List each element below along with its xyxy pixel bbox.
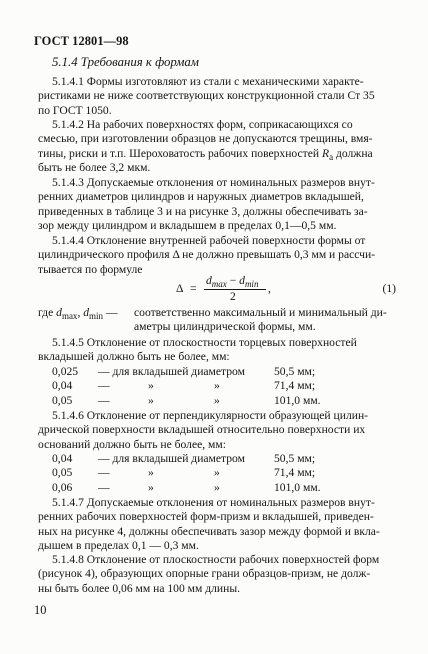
legend-sub-min: min bbox=[89, 311, 104, 321]
text-line: 5.1.4.7 Допускаемые отклонения от номинальных размеров внут- bbox=[52, 496, 375, 509]
table-cell-dash: — bbox=[98, 480, 110, 494]
formula-d: d bbox=[206, 274, 212, 287]
legend-d: d bbox=[56, 306, 62, 319]
table-cell-ditto: » bbox=[148, 466, 154, 480]
text-line: ристиками не ниже соответствующих конструкционной стали Ст 35 bbox=[38, 89, 375, 103]
table-cell-value: 0,04 bbox=[52, 452, 73, 465]
text-line: ренних рабочих поверхностей форм-призм и вкладышей, приведен- bbox=[38, 510, 374, 524]
formula-sub-min: min bbox=[244, 279, 259, 289]
table-cell-ditto: » bbox=[214, 379, 220, 393]
table-cell-text: — для вкладышей диаметром bbox=[98, 452, 245, 465]
formula-comma: , bbox=[268, 282, 271, 295]
text-line: тывается по формуле bbox=[38, 262, 143, 276]
text-line: дрической поверхности вкладышей относительно поверхности их bbox=[38, 423, 366, 437]
legend-symbols bbox=[38, 306, 118, 320]
text-segment: не более 3,2 мкм. bbox=[64, 161, 151, 175]
formula-delta: Δ bbox=[176, 282, 184, 295]
section-title: 5.1.4 Требования к формам bbox=[52, 55, 199, 69]
text-line: оснований должно быть не более, мм: bbox=[38, 437, 226, 451]
paragraph-5-1-4-2 bbox=[38, 118, 396, 176]
paragraph-5-1-4-1 bbox=[38, 75, 396, 118]
text-line: 5.1.4.4 Отклонение внутренней рабочей поверхности формы от bbox=[52, 234, 366, 247]
text-segment: должна bbox=[333, 146, 373, 160]
paragraph-5-1-4-5 bbox=[38, 336, 396, 365]
text-line: 5.1.4.1 Формы изготовляют из стали с механическими характе- bbox=[52, 75, 364, 88]
table-cell-ditto: » bbox=[214, 480, 220, 494]
page-number: 10 bbox=[34, 603, 47, 617]
legend-sep: , bbox=[77, 306, 81, 319]
table-cell-size: 101,0 мм. bbox=[274, 393, 321, 407]
table-cell-size: 50,5 мм; bbox=[274, 365, 316, 378]
roughness-subscript: a bbox=[329, 151, 334, 162]
table-cell-ditto: » bbox=[214, 393, 220, 407]
formula-sub-max: max bbox=[211, 279, 227, 289]
table-cell-value: 0,025 bbox=[52, 365, 79, 378]
text-line: ных на рисунке 4, должны обеспечивать зазор между формой и вкла- bbox=[38, 524, 380, 538]
text-line: (рисунок 4), образующих опорные грани образцов-призм, не долж- bbox=[38, 567, 371, 581]
formula-1 bbox=[168, 272, 396, 308]
formula-minus: − bbox=[226, 274, 240, 287]
text-line: дышем в пределах 0,1 — 0,3 мм. bbox=[38, 539, 199, 553]
text-line: по ГОСТ 1050. bbox=[38, 103, 112, 117]
table-cell-dash: — bbox=[98, 393, 110, 407]
paragraph-5-1-4-4 bbox=[38, 234, 396, 277]
text-line: 5.1.4.5 Отклонение от плоскостности торцевых поверхностей bbox=[52, 336, 357, 349]
text-line: 5.1.4.2 На рабочих поверхностях форм, соприкасающихся со bbox=[52, 118, 353, 131]
text-line-roughness bbox=[38, 147, 396, 161]
paragraph-5-1-4-7 bbox=[38, 496, 396, 554]
table-cell-ditto: » bbox=[148, 393, 154, 407]
text-line: ны быть более 0,06 мм на 100 мм длины. bbox=[38, 581, 241, 595]
document-header: ГОСТ 12801—98 bbox=[34, 34, 129, 48]
formula-equals: = bbox=[190, 282, 197, 295]
text-line: 5.1.4.3 Допускаемые отклонения от номинальных размеров внут- bbox=[52, 176, 375, 189]
table-cell-dash: — bbox=[98, 379, 110, 393]
formula-numerator bbox=[206, 274, 258, 288]
legend-text bbox=[134, 306, 396, 335]
text-line: 5.1.4.8 Отклонение от плоскостности рабочих поверхностей форм bbox=[52, 553, 380, 566]
text-line: соответственно максимальный и минимальный ди- bbox=[134, 306, 387, 319]
formula-number: (1) bbox=[382, 282, 396, 295]
legend-prefix: где bbox=[38, 306, 54, 319]
table-cell-value: 0,06 bbox=[52, 480, 73, 494]
table-cell-size: 50,5 мм; bbox=[274, 452, 316, 465]
legend-d: d bbox=[83, 306, 90, 319]
table-cell-size: 101,0 мм. bbox=[274, 480, 321, 494]
paragraph-5-1-4-3 bbox=[38, 176, 396, 234]
formula-denominator: 2 bbox=[230, 290, 236, 303]
table-cell-dash: — bbox=[98, 466, 110, 480]
table-cell-size: 71,4 мм; bbox=[274, 466, 316, 480]
paragraph-5-1-4-6 bbox=[38, 409, 396, 452]
text-line: вкладышей должно быть не более, мм: bbox=[38, 350, 230, 364]
text-line: смесью, при изготовлении образцов не допускаются трещины, вмя- bbox=[38, 132, 373, 146]
text-line: аметры цилиндрической формы, мм. bbox=[134, 320, 316, 334]
text-line: цилиндрического профиля Δ не должно превышать 0,3 мм и рассчи- bbox=[38, 248, 376, 262]
table-cell-ditto: » bbox=[148, 480, 154, 494]
table-cell-ditto: » bbox=[148, 379, 154, 393]
text-line bbox=[38, 161, 396, 175]
text-segment: быть bbox=[38, 161, 63, 175]
table-cell-size: 71,4 мм; bbox=[274, 379, 316, 393]
legend-sub-max: max bbox=[61, 311, 78, 321]
table-cell-value: 0,05 bbox=[52, 393, 73, 407]
table-cell-value: 0,04 bbox=[52, 379, 73, 393]
formula-d: d bbox=[239, 274, 245, 287]
table-cell-value: 0,05 bbox=[52, 466, 73, 480]
text-segment: тины, риски и т.п. Шероховатость рабочих поверхностей bbox=[38, 146, 320, 160]
text-line: ренних диаметров цилиндров и наружных диаметров вкладышей, bbox=[38, 190, 364, 204]
legend-dash: — bbox=[105, 306, 118, 319]
text-line: приведенных в таблице 3 и на рисунке 3, должны обеспечивать за- bbox=[38, 204, 368, 218]
table-cell-text: — для вкладышей диаметром bbox=[98, 365, 245, 378]
text-line: зор между цилиндром и вкладышем в пределах 0,1—0,5 мм. bbox=[38, 219, 337, 233]
table-cell-ditto: » bbox=[214, 466, 220, 480]
paragraph-5-1-4-8 bbox=[38, 553, 396, 596]
text-line: 5.1.4.6 Отклонение от перпендикулярности образующей цилин- bbox=[52, 409, 369, 422]
roughness-symbol: R bbox=[321, 146, 330, 160]
